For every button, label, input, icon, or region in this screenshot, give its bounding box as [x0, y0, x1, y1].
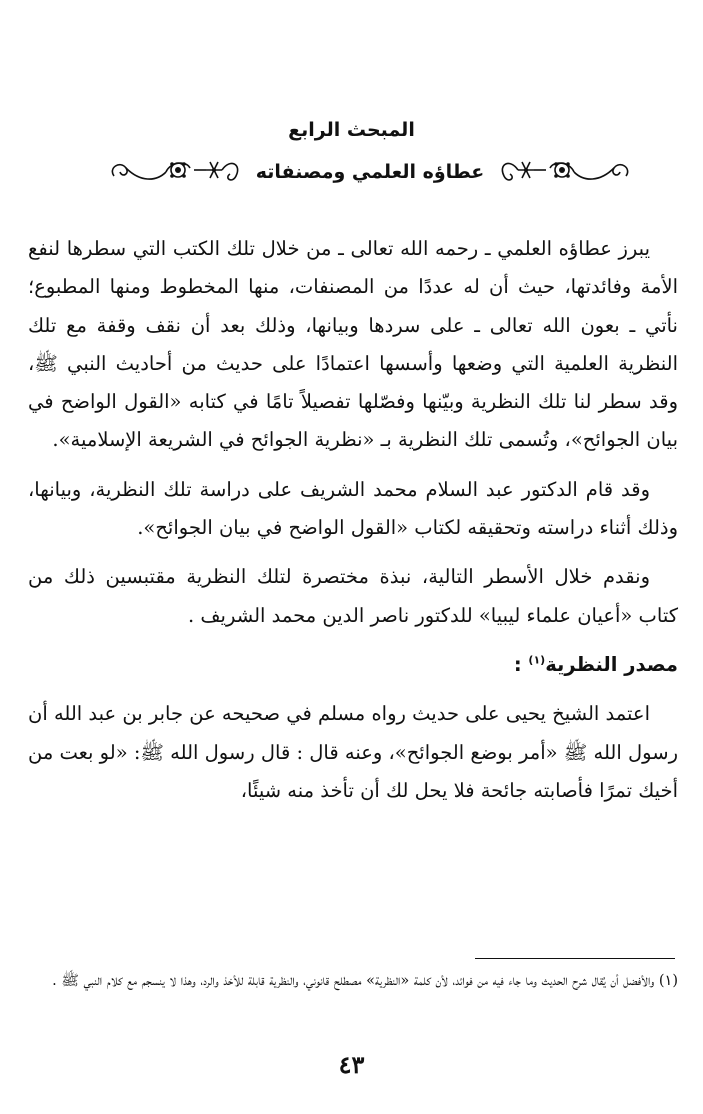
footnote-reference[interactable]: (١): [528, 653, 546, 667]
floral-flourish-icon: [106, 154, 246, 190]
footnote-text: (١) والأفضل أن يُقال شرح الحديث وما جاء فيه من فوائد، لأن كلمة «النظرية» مصطلح قانوني، والنظرية قابلة للأخذ والرد، وهذا لا ينسجم مع كلام النبي ﷺ .: [52, 973, 678, 989]
floral-flourish-icon: [494, 154, 634, 190]
section-subtitle: عطاؤه العلمي ومصنفاته: [255, 161, 485, 183]
title-ornament-banner: [150, 152, 590, 192]
page-number: ٤٣: [338, 1050, 365, 1079]
main-text: [28, 230, 678, 810]
footnote: [28, 968, 678, 995]
subsection-heading: [28, 646, 678, 684]
paragraph-3: ونقدم خلال الأسطر التالية، نبذة مختصرة لتلك النظرية مقتبسين ذلك من كتاب «أعيان علماء ليبيا» للدكتور ناصر الدين محمد الشريف .: [28, 565, 678, 627]
paragraph-4: اعتمد الشيخ يحيى على حديث رواه مسلم في صحيحه عن جابر بن عبد الله أن رسول الله ﷺ «أمر بوضع الجوائح»، وعنه قال : قال رسول الله ﷺ: «لو بعت من أخيك تمرًا فأصابته جائحة فلا يحل لك أن تأخذ منه شيئًا،: [28, 702, 678, 802]
subsection-heading-label: مصدر النظرية: [545, 652, 678, 676]
heading-colon: :: [513, 652, 529, 676]
footnote-divider: [475, 958, 675, 959]
section-title: المبحث الرابع: [288, 119, 415, 141]
paragraph-1: يبرز عطاؤه العلمي ـ رحمه الله تعالى ـ من خلال تلك الكتب التي سطرها لنفع الأمة وفائدتها، حيث أن له عددًا من المصنفات، منها المخطوط ومنها المطبوع؛ نأتي ـ بعون الله تعالى ـ على سردها وبيانها، وذلك بعد أن نقف وقفة مع تلك النظرية العلمية التي وضعها وأسسها اعتمادًا على حديث من أحاديث النبي ﷺ، وقد سطر لنا تلك النظرية وبيّنها وفصّلها تفصيلاً تامًا في كتابه «القول الواضح في بيان الجوائح»، وتُسمى تلك النظرية بـ «نظرية الجوائح في الشريعة الإسلامية».: [28, 237, 678, 452]
paragraph-2: وقد قام الدكتور عبد السلام محمد الشريف على دراسة تلك النظرية، وبيانها، وذلك أثناء دراسته وتحقيقه لكتاب «القول الواضح في بيان الجوائح».: [28, 477, 678, 540]
